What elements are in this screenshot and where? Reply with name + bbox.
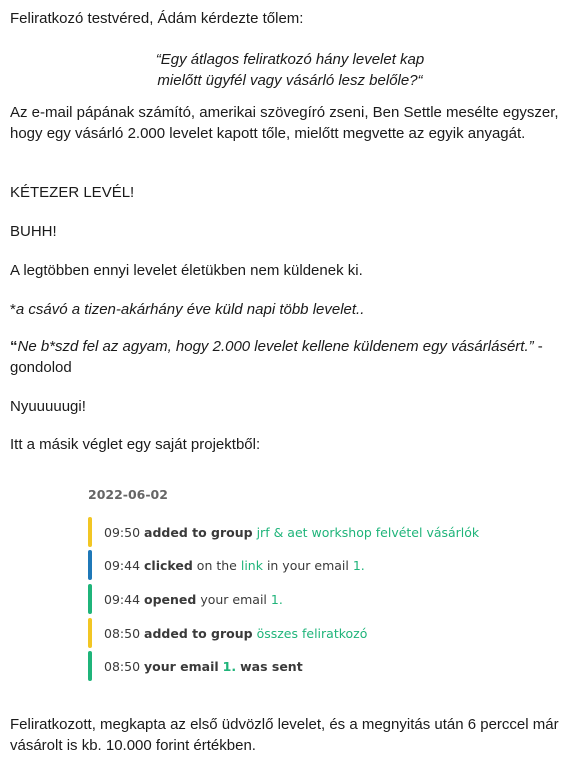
activity-action: clicked [144,557,193,573]
activity-text [104,522,479,543]
activity-action: your email [144,658,219,674]
activity-text [104,555,365,576]
status-bar-yellow [88,517,92,547]
activity-email-link[interactable]: 1. [352,557,365,573]
status-bar-yellow [88,618,92,648]
activity-email-link[interactable]: 1. [222,658,237,674]
ben-settle-paragraph: Az e-mail pápának számító, amerikai szövegíró zseni, Ben Settle mesélte egyszer, hogy egy vásárló 2.000 levelet kapott tőle, mielőtt megvette az egyik anyagát. [10,104,559,142]
activity-item [88,517,479,547]
activity-time: 09:44 [104,557,141,573]
question-quote [10,49,570,91]
status-bar-green [88,651,92,681]
footnote-star: * [10,301,16,318]
quote-line-2: mielőtt ügyfél vagy vásárló lesz belőle?“ [157,72,423,89]
activity-action: added to group [144,524,253,540]
activity-mid: on the [196,557,237,573]
intro-paragraph: Feliratkozó testvéred, Ádám kérdezte tőlem: [10,10,304,27]
objection-text: Ne b*szd fel az agyam, hogy 2.000 levelet kellene küldenem egy vásárlásért.” [17,338,534,355]
activity-target-link[interactable]: összes feliratkozó [256,625,368,641]
activity-time: 09:44 [104,591,141,607]
activity-time: 09:50 [104,524,141,540]
activity-item [88,550,365,580]
objection-paragraph [10,336,570,378]
activity-mid: your email [200,591,267,607]
status-bar-blue [88,550,92,580]
activity-text [104,623,367,644]
footnote-text: a csávó a tizen-akárhány éve küld napi több levelet.. [15,301,365,318]
activity-date: 2022-06-02 [88,487,168,502]
buhh-paragraph: BUHH! [10,223,57,240]
activity-item [88,618,367,648]
activity-tail: was sent [240,658,303,674]
activity-target-link[interactable]: jrf & aet workshop felvétel vásárlók [256,524,480,540]
activity-target-link[interactable]: link [240,557,263,573]
ketezer-paragraph: KÉTEZER LEVÉL! [10,184,135,201]
activity-text [104,656,303,677]
relax-paragraph: Nyuuuuugi! [10,398,86,415]
activity-time: 08:50 [104,625,141,641]
activity-item [88,584,283,614]
status-bar-green [88,584,92,614]
objection-open-quote: “ [10,338,18,355]
activity-item [88,651,303,681]
most-people-paragraph: A legtöbben ennyi levelet életükben nem küldenek ki. [10,262,363,279]
activity-action: added to group [144,625,253,641]
other-extreme-paragraph: Itt a másik véglet egy saját projektből: [10,436,261,453]
quote-line-1: “Egy átlagos feliratkozó hány levelet kap [155,51,425,68]
objection-tail: - gondolod [10,338,543,376]
activity-action: opened [144,591,197,607]
activity-text [104,589,283,610]
footnote-paragraph [10,299,570,320]
activity-tail: in your email [266,557,349,573]
activity-time: 08:50 [104,658,141,674]
activity-email-link[interactable]: 1. [270,591,283,607]
conclusion-paragraph: Feliratkozott, megkapta az első üdvözlő levelet, és a megnyitás után 6 perccel már vásárolt is kb. 10.000 forint értékben. [10,716,559,754]
